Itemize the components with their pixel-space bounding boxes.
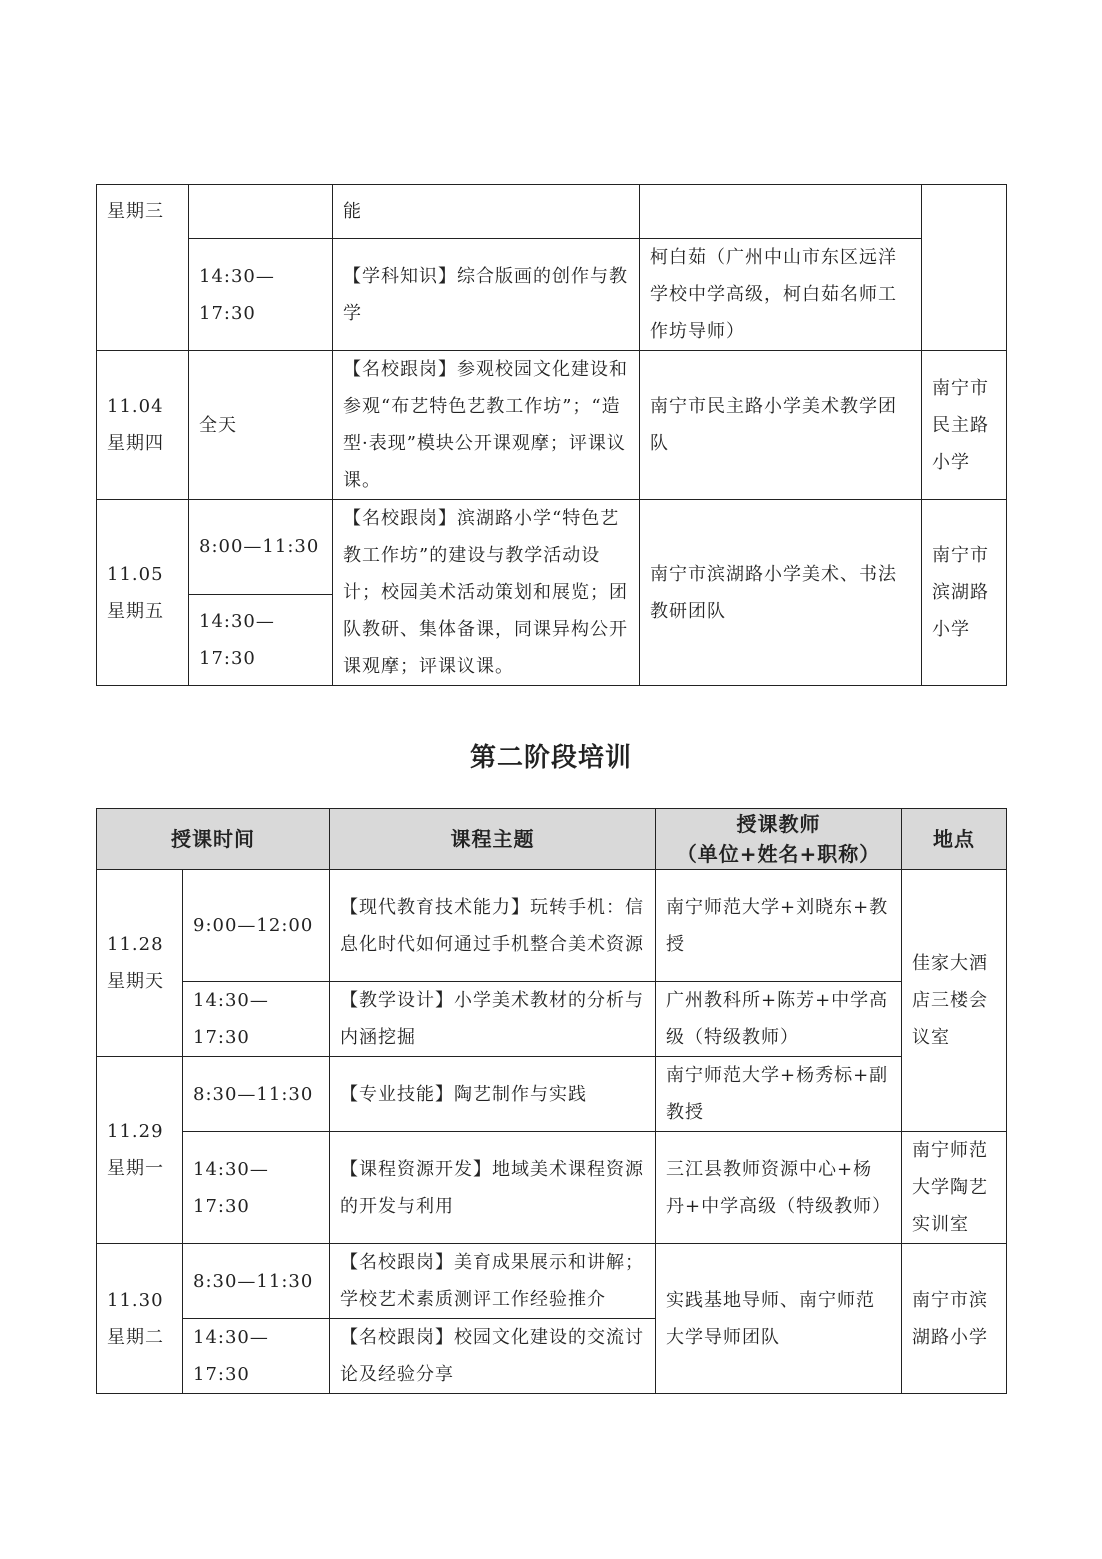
- teacher-cell: 南宁师范大学+杨秀标+副教授: [656, 1057, 902, 1132]
- location-cell: 佳家大酒店三楼会议室: [902, 870, 1007, 1132]
- teacher-cell: 柯白茹（广州中山市东区远洋学校中学高级，柯白茹名师工作坊导师）: [640, 239, 922, 351]
- topic-cell: 【名校跟岗】参观校园文化建设和参观“布艺特色艺教工作坊”；“造型·表现”模块公开课观摩；评课议课。: [333, 351, 640, 500]
- date-cell: [97, 1244, 183, 1394]
- weekday-text: 星期一: [107, 1158, 164, 1179]
- topic-cell: 【教学设计】小学美术教材的分析与内涵挖掘: [330, 982, 656, 1057]
- time-cell: 全天: [189, 351, 333, 500]
- schedule-table-stage1-continued: [96, 184, 1007, 686]
- date-text: 11.04: [107, 396, 164, 417]
- date-text: 11.30: [107, 1289, 164, 1311]
- time-cell: 8:30—11:30: [183, 1244, 330, 1319]
- table-header-row: [97, 809, 1007, 870]
- header-time: 授课时间: [97, 809, 330, 870]
- table-row: [97, 185, 1007, 239]
- table-row: [97, 982, 1007, 1057]
- table-row: [97, 1132, 1007, 1244]
- weekday-text: 星期五: [107, 600, 164, 622]
- teacher-cell: 实践基地导师、南宁师范大学导师团队: [656, 1244, 902, 1394]
- teacher-cell: 三江县教师资源中心+杨丹+中学高级（特级教师）: [656, 1132, 902, 1244]
- topic-cell: 能: [333, 185, 640, 239]
- header-location: 地点: [902, 809, 1007, 870]
- time-cell: 8:30—11:30: [183, 1057, 330, 1132]
- header-topic: 课程主题: [330, 809, 656, 870]
- teacher-cell: 南宁师范大学+刘晓东+教授: [656, 870, 902, 982]
- topic-cell: 【名校跟岗】校园文化建设的交流讨论及经验分享: [330, 1319, 656, 1394]
- topic-cell: 【现代教育技术能力】玩转手机：信息化时代如何通过手机整合美术资源: [330, 870, 656, 982]
- schedule-table-stage2: [96, 808, 1007, 1394]
- weekday-text: 星期二: [107, 1326, 164, 1348]
- time-cell: [189, 185, 333, 239]
- day-cell: 星期三: [97, 185, 189, 351]
- location-cell: 南宁市滨湖路小学: [922, 500, 1007, 686]
- time-cell: 14:30—17:30: [183, 982, 330, 1057]
- date-text: 11.28: [107, 934, 164, 955]
- time-cell: 8:00—11:30: [189, 500, 333, 595]
- time-cell: 9:00—12:00: [183, 870, 330, 982]
- teacher-cell: 南宁市滨湖路小学美术、书法教研团队: [640, 500, 922, 686]
- time-cell: 14:30—17:30: [183, 1132, 330, 1244]
- table-row: [97, 870, 1007, 982]
- section-title: 第二阶段培训: [469, 743, 632, 773]
- location-cell: 南宁师范大学陶艺实训室: [902, 1132, 1007, 1244]
- table-row: [97, 1057, 1007, 1132]
- date-text: 11.29: [107, 1121, 164, 1142]
- topic-cell: 【学科知识】综合版画的创作与教学: [333, 239, 640, 351]
- date-cell: [97, 1057, 183, 1244]
- location-cell: 南宁市滨湖路小学: [902, 1244, 1007, 1394]
- date-cell: [97, 870, 183, 1057]
- topic-cell: 【名校跟岗】美育成果展示和讲解；学校艺术素质测评工作经验推介: [330, 1244, 656, 1319]
- teacher-cell: [640, 185, 922, 239]
- date-text: 11.05: [107, 563, 164, 585]
- table-row: [97, 239, 1007, 351]
- date-cell: [97, 351, 189, 500]
- table-row: [97, 500, 1007, 595]
- weekday-text: 星期四: [107, 433, 164, 454]
- teacher-cell: 南宁市民主路小学美术教学团队: [640, 351, 922, 500]
- topic-cell: 【名校跟岗】滨湖路小学“特色艺教工作坊”的建设与教学活动设计；校园美术活动策划和展览；团队教研、集体备课，同课异构公开课观摩；评课议课。: [333, 500, 640, 686]
- time-cell: 14:30—17:30: [189, 239, 333, 351]
- location-cell: 南宁市民主路小学: [922, 351, 1007, 500]
- header-teacher: [656, 809, 902, 870]
- header-teacher-line2: （单位+姓名+职称）: [676, 842, 881, 866]
- weekday-text: 星期天: [107, 971, 164, 992]
- topic-cell: 【专业技能】陶艺制作与实践: [330, 1057, 656, 1132]
- topic-cell: 【课程资源开发】地域美术课程资源的开发与利用: [330, 1132, 656, 1244]
- table-row: [97, 351, 1007, 500]
- header-teacher-line1: 授课教师: [736, 812, 821, 836]
- table-row: [97, 1244, 1007, 1319]
- time-cell: 14:30—17:30: [189, 594, 333, 686]
- teacher-cell: 广州教科所+陈芳+中学高级（特级教师）: [656, 982, 902, 1057]
- time-cell: 14:30—17:30: [183, 1319, 330, 1394]
- date-cell: [97, 500, 189, 686]
- location-cell: [922, 185, 1007, 351]
